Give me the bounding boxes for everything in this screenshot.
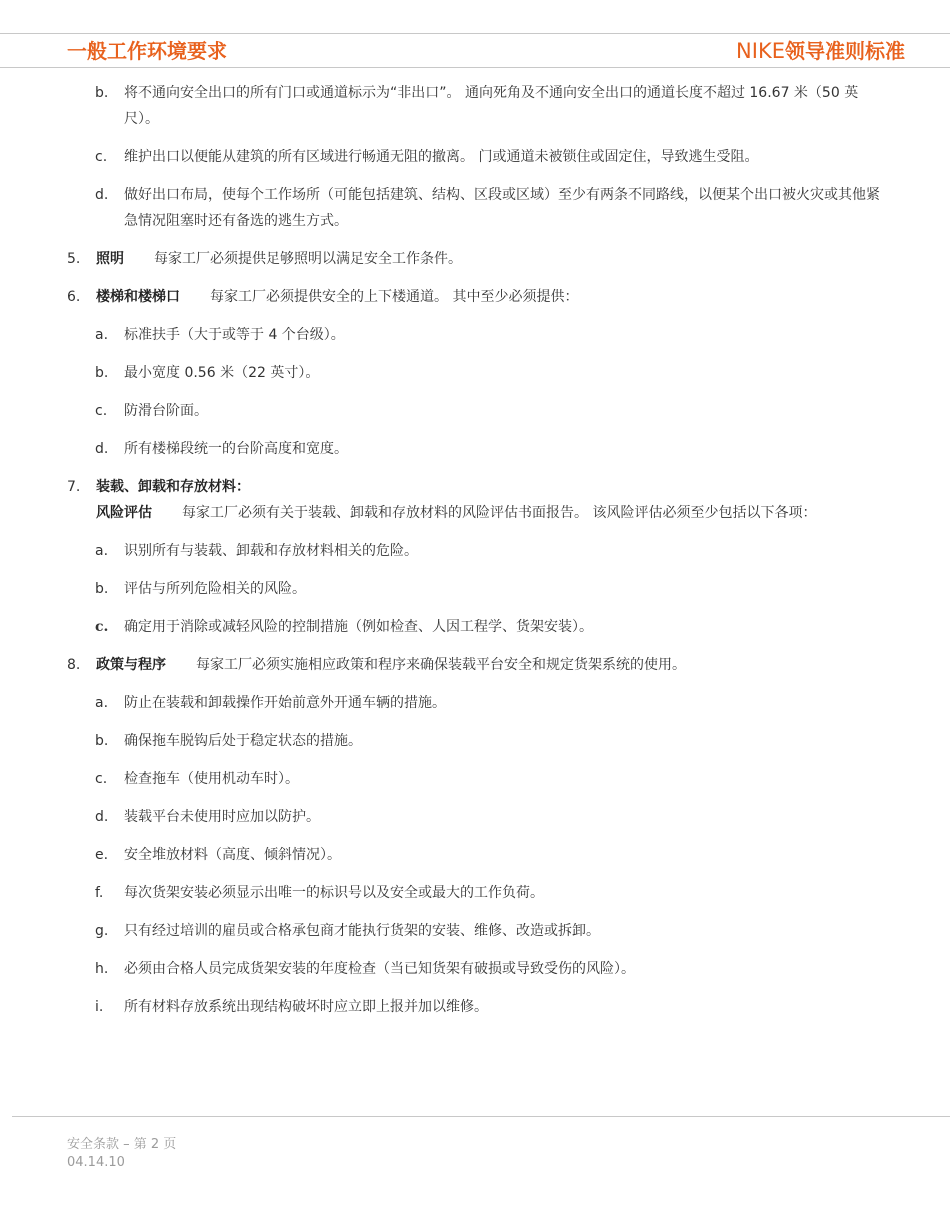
section-body	[96, 500, 887, 526]
list-item-label: c.	[95, 149, 108, 165]
list-item	[67, 436, 887, 462]
section-text: 每家工厂必须实施相应政策和程序来确保装载平台安全和规定货架系统的使用。	[196, 657, 686, 673]
list-item-label: h.	[95, 961, 109, 977]
list-item-text: 必须由合格人员完成货架安装的年度检查（当已知货架有破损或导致受伤的风险）。	[124, 961, 635, 977]
section-number: 5.	[67, 251, 81, 267]
list-item-label: d.	[95, 441, 109, 457]
list-item-text: 将不通向安全出口的所有门口或通道标示为“非出口”。 通向死角及不通向安全出口的通道长度不超过 16.67 米（50 英尺）。	[124, 85, 859, 127]
list-item-text: 装载平台未使用时应加以防护。	[124, 809, 320, 825]
list-item-label: a.	[95, 327, 109, 343]
list-item-text: 评估与所列危险相关的风险。	[124, 581, 306, 597]
list-item-label: a.	[95, 695, 109, 711]
list-item-text: 最小宽度 0.56 米（22 英寸）。	[124, 365, 320, 381]
list-item-label: d.	[95, 809, 109, 825]
list-item-text: 做好出口布局，使每个工作场所（可能包括建筑、结构、区段或区域）至少有两条不同路线，以便某个出口被火灾或其他紧急情况阻塞时还有备选的逃生方式。	[124, 187, 880, 229]
list-item-text: 标准扶手（大于或等于 4 个台级）。	[124, 327, 345, 343]
section-number: 8.	[67, 657, 81, 673]
list-item-label: i.	[95, 999, 104, 1015]
list-item-text: 确定用于消除或减轻风险的控制措施（例如检查、人因工程学、货架安装）。	[124, 619, 593, 635]
header-brand: NIKE	[736, 39, 785, 63]
section-number: 6.	[67, 289, 81, 305]
list-item-label: c.	[95, 403, 108, 419]
section-text: 每家工厂必须有关于装载、卸载和存放材料的风险评估书面报告。 该风险评估必须至少包括以下各项：	[182, 505, 817, 521]
section-7	[67, 474, 887, 526]
list-item-text: 所有楼梯段统一的台阶高度和宽度。	[124, 441, 348, 457]
list-item-label: d.	[95, 187, 109, 203]
list-item	[67, 690, 887, 716]
section-5	[67, 246, 887, 272]
section-6	[67, 284, 887, 310]
list-item	[67, 804, 887, 830]
header-left-title: 一般工作环境要求	[67, 39, 227, 63]
list-item-text: 每次货架安装必须显示出唯一的标识号以及安全或最大的工作负荷。	[124, 885, 544, 901]
header-top-rule	[0, 33, 950, 34]
list-item-text: 维护出口以便能从建筑的所有区域进行畅通无阻的撤离。 门或通道未被锁住或固定住，导致逃生受阻。	[124, 149, 759, 165]
list-item-label: b.	[95, 733, 109, 749]
list-item	[67, 880, 887, 906]
list-item	[67, 398, 887, 424]
footer-page-label: 安全条款 – 第 2 页	[67, 1137, 177, 1152]
list-item-label: b.	[95, 365, 109, 381]
section-subheading: 风险评估	[96, 505, 152, 521]
section-number: 7.	[67, 479, 81, 495]
header-right-title-text: 领导准则标准	[785, 39, 905, 63]
list-item-text: 识别所有与装载、卸载和存放材料相关的危险。	[124, 543, 418, 559]
list-item	[67, 80, 887, 132]
header-bottom-rule	[0, 67, 950, 68]
footer-date: 04.14.10	[67, 1155, 125, 1170]
list-item	[67, 144, 887, 170]
list-item-label: e.	[95, 847, 109, 863]
list-item	[67, 918, 887, 944]
list-item	[67, 576, 887, 602]
list-item	[67, 538, 887, 564]
footer-rule	[12, 1116, 950, 1117]
list-item-text: 防滑台阶面。	[124, 403, 208, 419]
list-item-label: b.	[95, 85, 109, 101]
list-item-label: b.	[95, 581, 109, 597]
list-item	[67, 956, 887, 982]
section-heading: 装载、卸载和存放材料：	[96, 479, 250, 495]
list-item-text: 只有经过培训的雇员或合格承包商才能执行货架的安装、维修、改造或拆卸。	[124, 923, 600, 939]
list-item-text: 所有材料存放系统出现结构破坏时应立即上报并加以维修。	[124, 999, 488, 1015]
header-right-title	[736, 38, 905, 64]
list-item	[67, 842, 887, 868]
list-item	[67, 182, 887, 234]
list-item	[67, 994, 887, 1020]
section-heading: 照明	[96, 251, 124, 267]
list-item-label: a.	[95, 543, 109, 559]
list-item-text: 确保拖车脱钩后处于稳定状态的措施。	[124, 733, 362, 749]
section-heading: 楼梯和楼梯口	[96, 289, 180, 305]
list-item-text: 检查拖车（使用机动车时）。	[124, 771, 299, 787]
list-item-label: c.	[95, 771, 108, 787]
list-item-label: g.	[95, 923, 109, 939]
section-text: 每家工厂必须提供足够照明以满足安全工作条件。	[154, 251, 462, 267]
section-heading: 政策与程序	[96, 657, 166, 673]
list-item	[67, 322, 887, 348]
list-item-text: 防止在装载和卸载操作开始前意外开通车辆的措施。	[124, 695, 446, 711]
document-body	[67, 80, 887, 1020]
list-item-label: c.	[95, 619, 109, 635]
list-item	[67, 360, 887, 386]
section-8	[67, 652, 887, 678]
list-item-text: 安全堆放材料（高度、倾斜情况）。	[124, 847, 341, 863]
list-item	[67, 614, 887, 640]
list-item-label: f.	[95, 885, 104, 901]
list-item	[67, 766, 887, 792]
section-text: 每家工厂必须提供安全的上下楼通道。 其中至少必须提供：	[210, 289, 579, 305]
list-item	[67, 728, 887, 754]
